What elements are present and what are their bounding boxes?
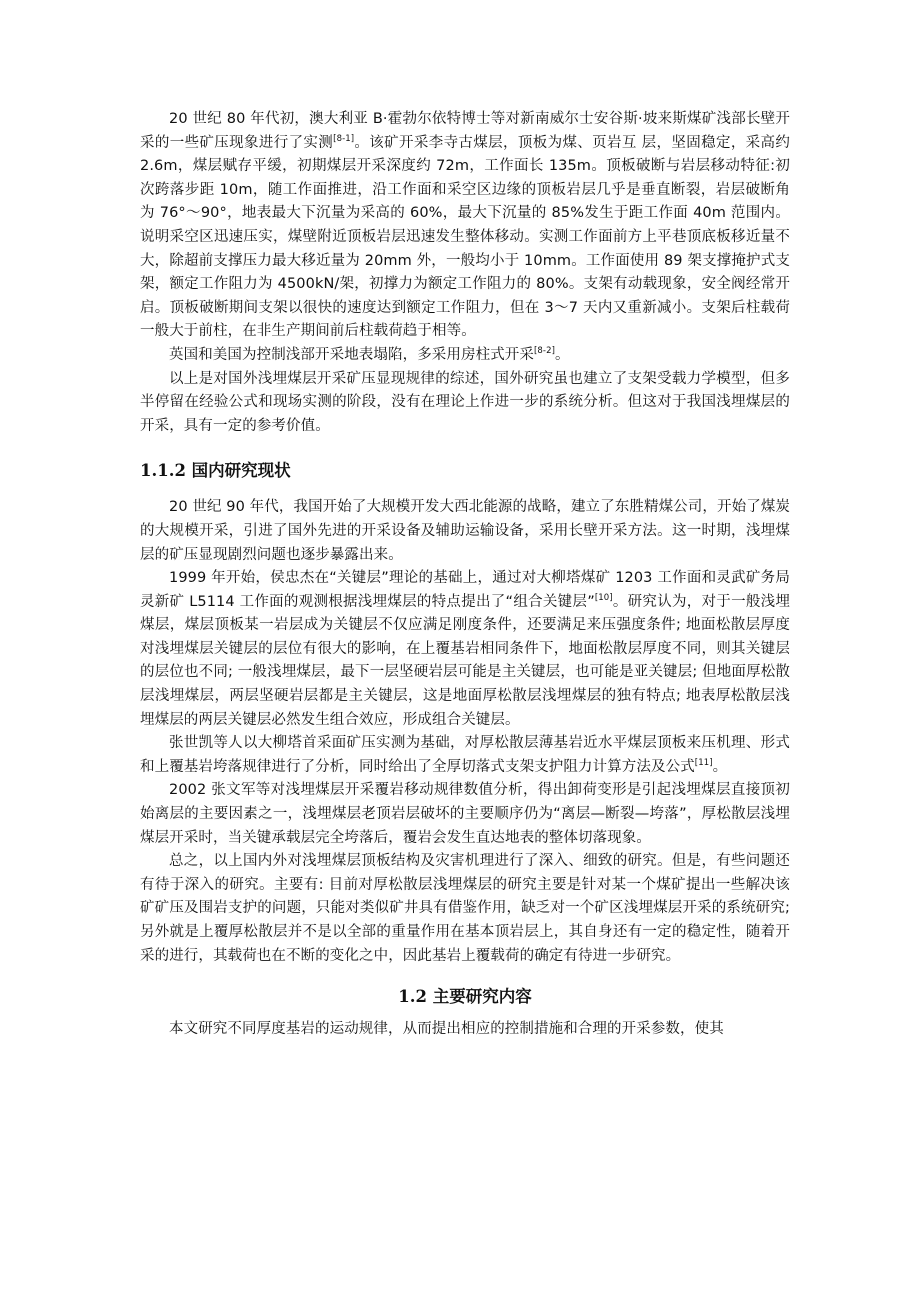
paragraph-text: 。: [712, 758, 728, 775]
paragraph-text: 张世凯等人以大柳塔首采面矿压实测为基础，对厚松散层薄基岩近水平煤层顶板来压机理、形式和上覆基岩垮落规律进行了分析，同时给出了全厚切落式支架支护阻力计算方法及公式: [140, 735, 790, 775]
paragraph-key-layer: [140, 567, 790, 732]
paragraph-text: 。: [555, 346, 570, 363]
citation: [8-1]: [333, 133, 355, 144]
paragraph-text: 20 世纪 80 年代初，澳大利亚 B·霍勃尔依特博士等对新南威尔士安谷斯·坡来斯煤矿浅部长壁开采的一些矿压现象进行了实测: [140, 111, 790, 151]
paragraph-zhang-shikai: [140, 732, 790, 779]
citation: [11]: [694, 757, 713, 768]
section-heading-domestic-status: 1.1.2 国内研究现状: [140, 461, 291, 481]
paragraph-text: 1999 年开始，侯忠杰在“关键层”理论的基础上，通过对大柳塔煤矿 1203 工作面和灵武矿务局灵新矿 L5114 工作面的观测根据浅埋煤层的特点提出了“组合关键层”: [140, 570, 790, 610]
citation: [8-2]: [534, 345, 556, 356]
section-heading-main-content: 1.2 主要研究内容: [398, 987, 532, 1007]
paragraph-text: 英国和美国为控制浅部开采地表塌陷，多采用房柱式开采: [169, 346, 534, 363]
paragraph-text: 。该矿开采李寺古煤层，顶板为煤、页岩互 层，坚固稳定，采高约 2.6m，煤层赋存平缓，初期煤层开采深度约 72m，工作面长 135m。顶板破断与岩层移动特征:初次跨落步距 10m，随工作面推进，沿工作面和采空区边缘的顶板岩层几乎是垂直断裂，岩层破断角为 76°～90°，地表最大下沉量为采高的 60%，最大下沉量的 85%发生于距工作面 40m 范围内。说明采空区迅速压实，煤壁附近顶板岩层迅速发生整体移动。实测工作面前方上平巷顶底板移近量不大，除超前支撑压力最大移近量为 20mm 外，一般均小于 10mm。工作面使用 89 架支撑掩护式支架，额定工作阻力为 4500kN/架，初撑力为额定工作阻力的 80%。支架有动载现象，安全阀经常开启。顶板破断期间支架以很快的速度达到额定工作阻力，但在 3～7 天内又重新减小。支架后柱载荷一般大于前柱，在非生产期间前后柱载荷趋于相等。: [140, 134, 790, 340]
paragraph-text: 。研究认为，对于一般浅埋煤层，煤层顶板某一岩层成为关键层不仅应满足刚度条件，还要满足来压强度条件; 地面松散层厚度对浅埋煤层关键层的层位有很大的影响，在上覆基岩相同条件下，地面松散层厚度不同，则其关键层的层位也不同; 一般浅埋煤层，最下一层坚硬岩层可能是主关键层，也可能是亚关键层; 但地面厚松散层浅埋煤层，两层坚硬岩层都是主关键层，这是地面厚松散层浅埋煤层的独有特点; 地表厚松散层浅埋煤层的两层关键层必然发生组合效应，形成组合关键层。: [140, 593, 790, 728]
paragraph-zhang-wenjun: 2002 张文军等对浅埋煤层开采覆岩移动规律数值分析，得出卸荷变形是引起浅埋煤层直接顶初始离层的主要因素之一，浅埋煤层老顶岩层破坏的主要顺序仍为“离层—断裂—垮落”，厚松散层浅埋煤层开采时，当关键承载层完全垮落后，覆岩会发生直达地表的整体切落现象。: [140, 782, 790, 846]
paragraph-1990s: 20 世纪 90 年代，我国开始了大规模开发大西北能源的战略，建立了东胜精煤公司，开始了煤炭的大规模开采，引进了国外先进的开采设备及辅助运输设备，采用长壁开采方法。这一时期，浅埋煤层的矿压显现剧烈问题也逐步暴露出来。: [140, 499, 790, 563]
citation: [10]: [594, 592, 613, 603]
paragraph-research-content: 本文研究不同厚度基岩的运动规律，从而提出相应的控制措施和合理的开采参数，使其: [169, 1021, 724, 1038]
paragraph-uk-us: [140, 344, 790, 368]
paragraph-australia-study: [140, 108, 790, 344]
paragraph-foreign-summary: 以上是对国外浅埋煤层开采矿压显现规律的综述，国外研究虽也建立了支架受载力学模型，但多半停留在经验公式和现场实测的阶段，没有在理论上作进一步的系统分析。但这对于我国浅埋煤层的开采，具有一定的参考价值。: [140, 370, 790, 434]
paragraph-summary: 总之，以上国内外对浅埋煤层顶板结构及灾害机理进行了深入、细致的研究。但是，有些问题还有待于深入的研究。主要有: 目前对厚松散层浅埋煤层的研究主要是针对某一个煤矿提出一些解决该矿矿压及围岩支护的问题，只能对类似矿井具有借鉴作用，缺乏对一个矿区浅埋煤层开采的系统研究; 另外就是上覆厚松散层并不是以全部的重量作用在基本顶岩层上，其自身还有一定的稳定性，随着开采的进行，其载荷也在不断的变化之中，因此基岩上覆载荷的确定有待进一步研究。: [140, 853, 790, 964]
